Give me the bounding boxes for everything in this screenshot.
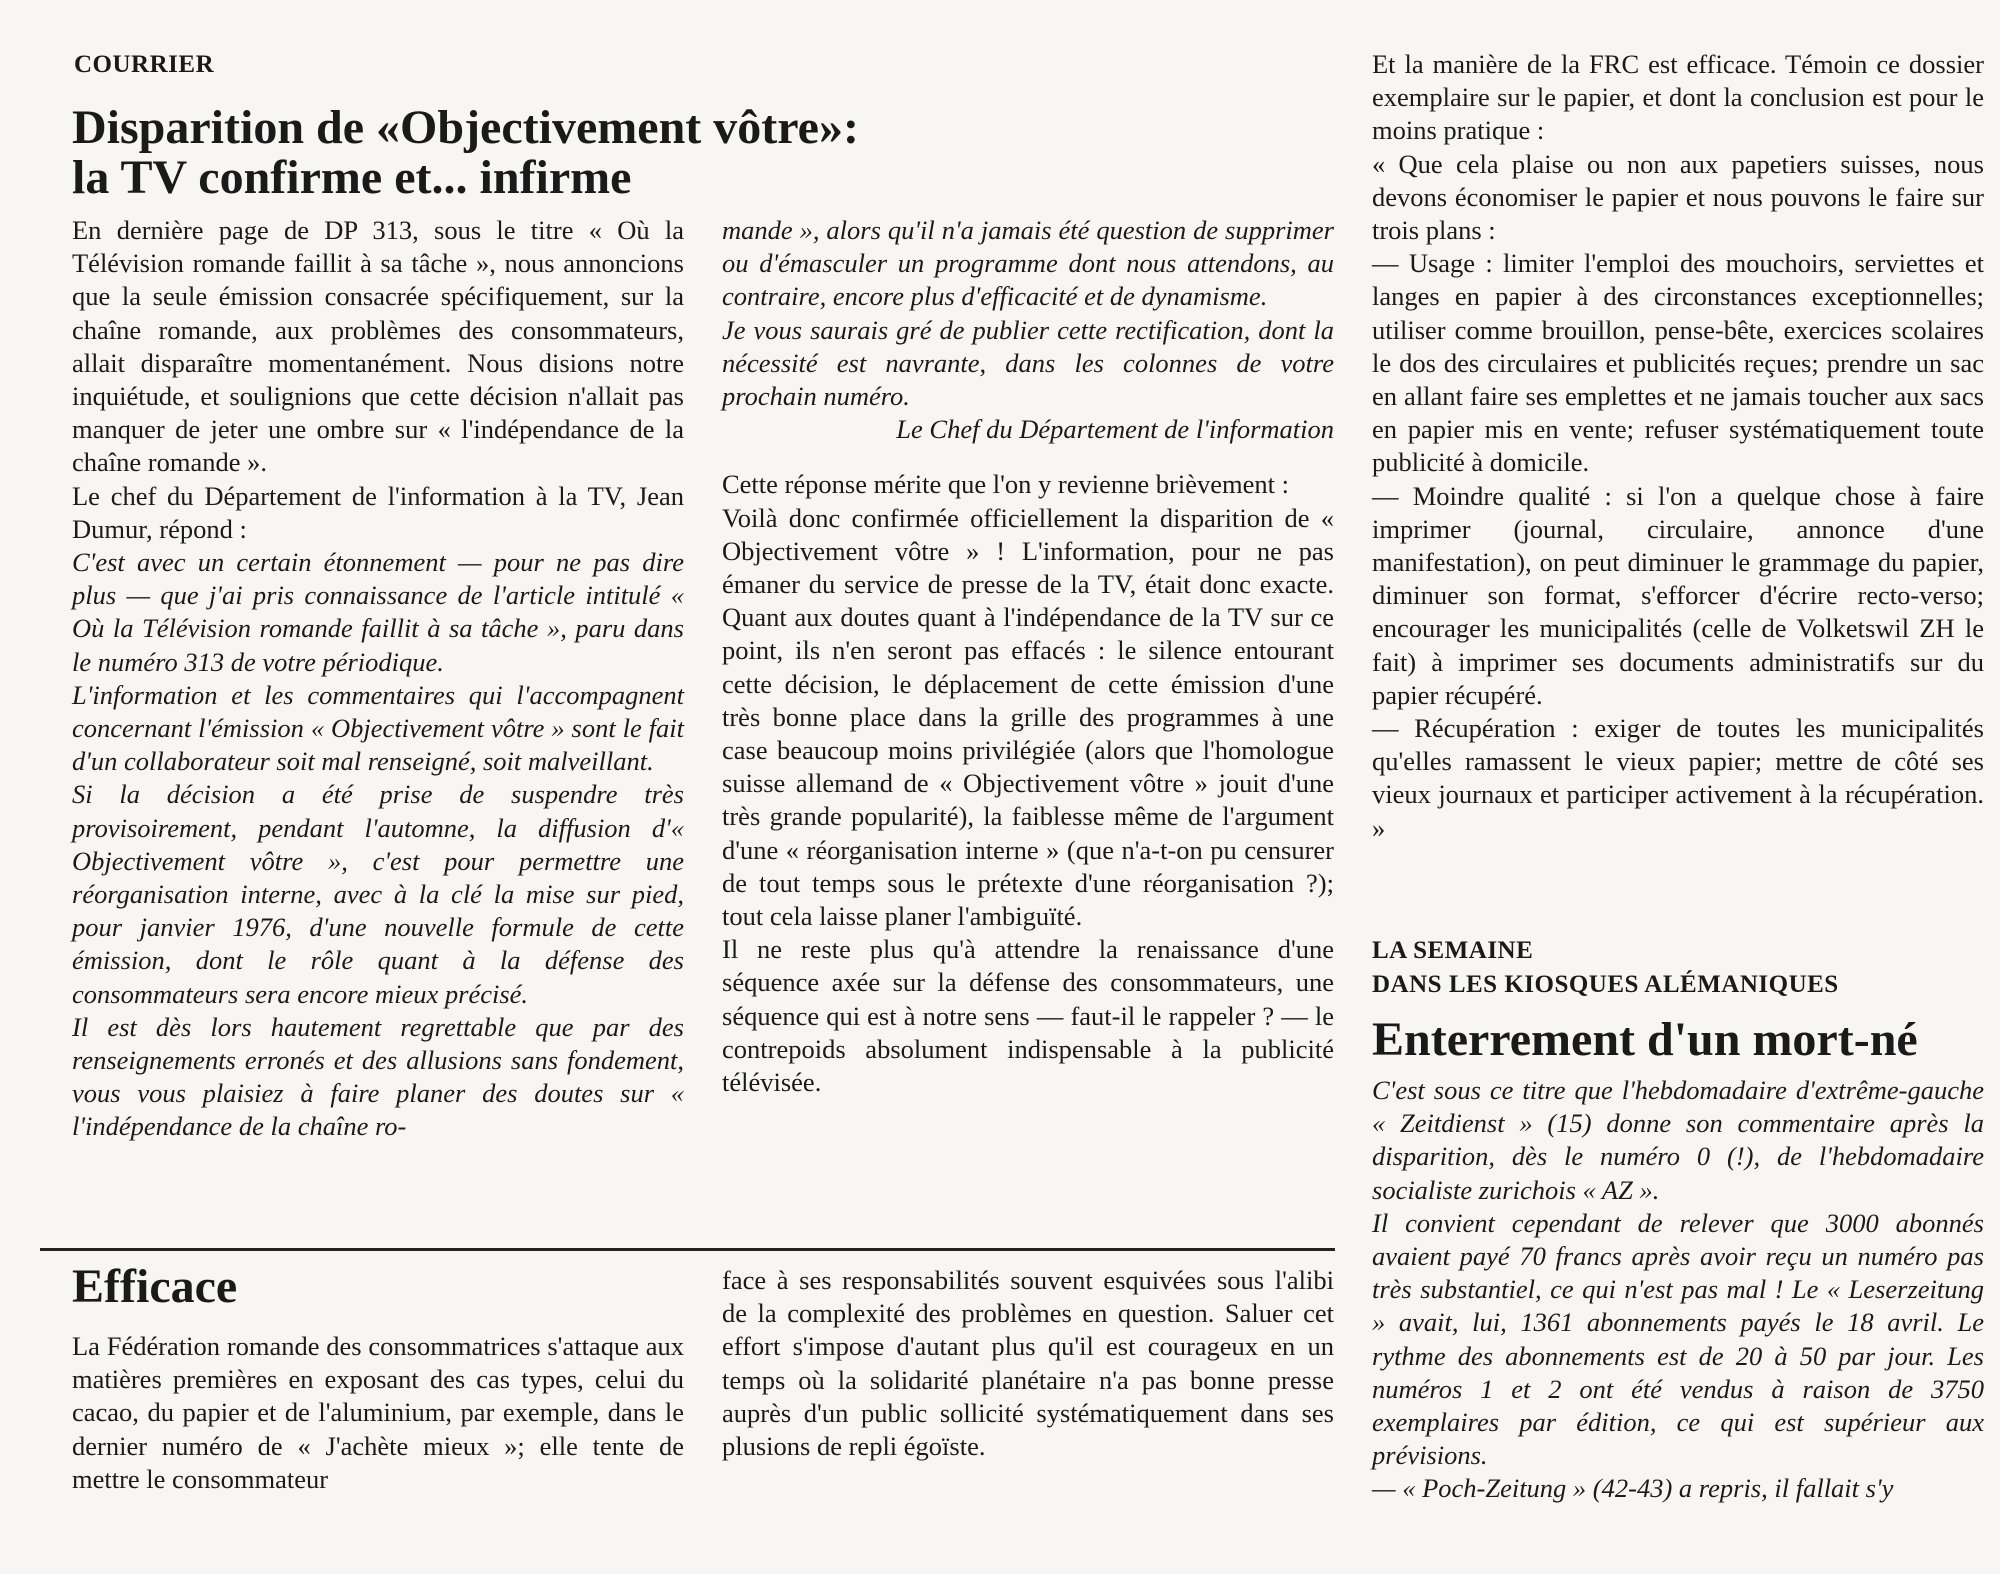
- paragraph: L'information et les commentaires qui l'accompagnent concernant l'émission « Objectivement vôtre » sont le fait d'un collaborateur soit mal renseigné, soit malveillant.: [72, 679, 684, 777]
- article3-kicker-line-2: DANS LES KIOSQUES ALÉMANIQUES: [1372, 971, 1839, 998]
- paragraph: — Usage : limiter l'emploi des mouchoirs, serviettes et langes en papier à des circonstances exceptionnelles; utiliser comme brouillon, pense-bête, exercices scolaires le dos des circulaires et publicités reçues; prendre un sac en allant faire ses emplettes et ne jamais toucher aux sacs en papier mis en vente; refuser systématiquement toute publicité à domicile.: [1372, 248, 1984, 478]
- signature: Le Chef du Département de l'information: [896, 414, 1334, 445]
- paragraph: — Moindre qualité : si l'on a quelque chose à faire imprimer (journal, circulaire, annonce d'une manifestation), on peut diminuer le grammage du papier, diminuer son format, s'efforcer d'écrire recto-verso; encourager les municipalités (celle de Volketswil ZH le fait) à imprimer ses documents administratifs sur du papier récupéré.: [1372, 480, 1984, 710]
- article3-kicker-line-1: LA SEMAINE: [1372, 937, 1534, 964]
- paragraph: Je vous saurais gré de publier cette rectification, dont la nécessité est navrante, dans les colonnes de votre prochain numéro.: [722, 314, 1334, 412]
- article2-column-3: [1372, 48, 1984, 845]
- paragraph: C'est avec un certain étonnement — pour ne pas dire plus — que j'ai pris connaissance de l'article intitulé « Où la Télévision romande faillit à sa tâche », paru dans le numéro 313 de votre périodique.: [72, 547, 684, 677]
- article3-body: [1372, 1074, 1984, 1506]
- headline-line-2: la TV confirme et... infirme: [72, 151, 632, 204]
- paragraph: « Que cela plaise ou non aux papetiers suisses, nous devons économiser le papier et nous pouvons le faire sur trois plans :: [1372, 148, 1984, 246]
- article3-kicker: [1372, 934, 1839, 1002]
- paragraph: Le chef du Département de l'information à la TV, Jean Dumur, répond :: [72, 480, 684, 544]
- paragraph: En dernière page de DP 313, sous le titre « Où la Télévision romande faillit à sa tâche », nous annoncions que la seule émission consacrée spécifiquement, sur la chaîne romande, aux problèmes des consommateurs, allait disparaître momentanément. Nous disions notre inquiétude, et soulignions que cette décision n'allait pas manquer de jeter une ombre sur « l'indépendance de la chaîne romande ».: [72, 215, 684, 478]
- article1-column-1: [72, 214, 684, 1144]
- paragraph: Si la décision a été prise de suspendre très provisoirement, pendant l'automne, la diffusion d'« Objectivement vôtre », c'est pour permettre une réorganisation interne, avec à la clé la mise sur pied, pour janvier 1976, d'une nouvelle formule de cette émission, dont le rôle quant à la défense des consommateurs sera encore mieux précisé.: [72, 779, 684, 1009]
- spacer: [722, 446, 1334, 468]
- headline-line-1: Disparition de «Objectivement vôtre»:: [72, 101, 859, 154]
- paragraph: Il est dès lors hautement regrettable que par des renseignements erronés et des allusions sans fondement, vous vous plaisiez à faire planer des doutes sur « l'indépendance de la chaîne ro-: [72, 1011, 684, 1142]
- paragraph: mande », alors qu'il n'a jamais été question de supprimer ou d'émasculer un programme dont nous attendons, au contraire, encore plus d'efficacité et de dynamisme.: [722, 215, 1334, 312]
- paragraph: Cette réponse mérite que l'on y revienne brièvement :: [722, 469, 1289, 500]
- paragraph: Il ne reste plus qu'à attendre la renaissance d'une séquence axée sur la défense des consommateurs, une séquence qui est à notre sens — faut-il le rappeler ? — le contrepoids absolument indispensable à la publicité télévisée.: [722, 934, 1334, 1098]
- article2-column-1: [72, 1330, 684, 1496]
- paragraph: La Fédération romande des consommatrices s'attaque aux matières premières en exposant des cas types, celui du cacao, du papier et de l'aluminium, par exemple, dans le dernier numéro de « J'achète mieux »; elle tente de mettre le consommateur: [72, 1331, 684, 1494]
- paragraph: Il convient cependant de relever que 3000 abonnés avaient payé 70 francs après avoir reçu un numéro pas très substantiel, ce qui n'est pas mal ! Le « Leserzeitung » avait, lui, 1361 abonnements payés le 18 avril. Le rythme des abonnements est de 20 à 50 par jour. Les numéros 1 et 2 ont été vendus à raison de 3750 exemplaires par édition, ce qui est supérieur aux prévisions.: [1372, 1207, 1984, 1471]
- page-title: [72, 103, 1072, 203]
- article1-column-2: [722, 214, 1334, 1099]
- paragraph: C'est sous ce titre que l'hebdomadaire d'extrême-gauche « Zeitdienst » (15) donne son commentaire après la disparition, dès le numéro 0 (!), de l'hebdomadaire socialiste zurichois « AZ ».: [1372, 1075, 1984, 1205]
- paragraph: Et la manière de la FRC est efficace. Témoin ce dossier exemplaire sur le papier, et dont la conclusion est pour le moins pratique :: [1372, 49, 1984, 146]
- article2-headline: Efficace: [72, 1260, 238, 1313]
- paragraph: — « Poch-Zeitung » (42-43) a repris, il fallait s'y: [1372, 1473, 1894, 1504]
- article3-headline: Enterrement d'un mort-né: [1372, 1013, 1918, 1066]
- paragraph: — Récupération : exiger de toutes les municipalités qu'elles ramassent le vieux papier; mettre de côté ses vieux journaux et participer activement à la récupération. »: [1372, 713, 1984, 843]
- article2-column-2: [722, 1264, 1334, 1463]
- paragraph: Voilà donc confirmée officiellement la disparition de « Objectivement vôtre » ! L'information, pour ne pas émaner du service de presse de la TV, était donc exacte. Quant aux doutes quant à l'indépendance de la TV sur ce point, ils n'en seront pas effacés : le silence entourant cette décision, le déplacement de cette émission d'une très bonne place dans la grille des programmes à une case beaucoup moins privilégiée (alors que l'homologue suisse allemand de « Objectivement vôtre » jouit d'une très grande popularité), la faiblesse même de l'argument d'une « réorganisation interne » (que n'a-t-on pu censurer de tout temps sous le prétexte d'une réorganisation ?); tout cela laisse planer l'ambiguïté.: [722, 502, 1334, 932]
- section-label: COURRIER: [74, 51, 215, 78]
- section-divider: [40, 1248, 1335, 1251]
- paragraph: face à ses responsabilités souvent esquivées sous l'alibi de la complexité des problèmes en question. Saluer cet effort s'impose d'autant plus qu'il est courageux en un temps où la solidarité planétaire n'a pas bonne presse auprès d'un public sollicité systématiquement dans ses plusions de repli égoïste.: [722, 1265, 1334, 1462]
